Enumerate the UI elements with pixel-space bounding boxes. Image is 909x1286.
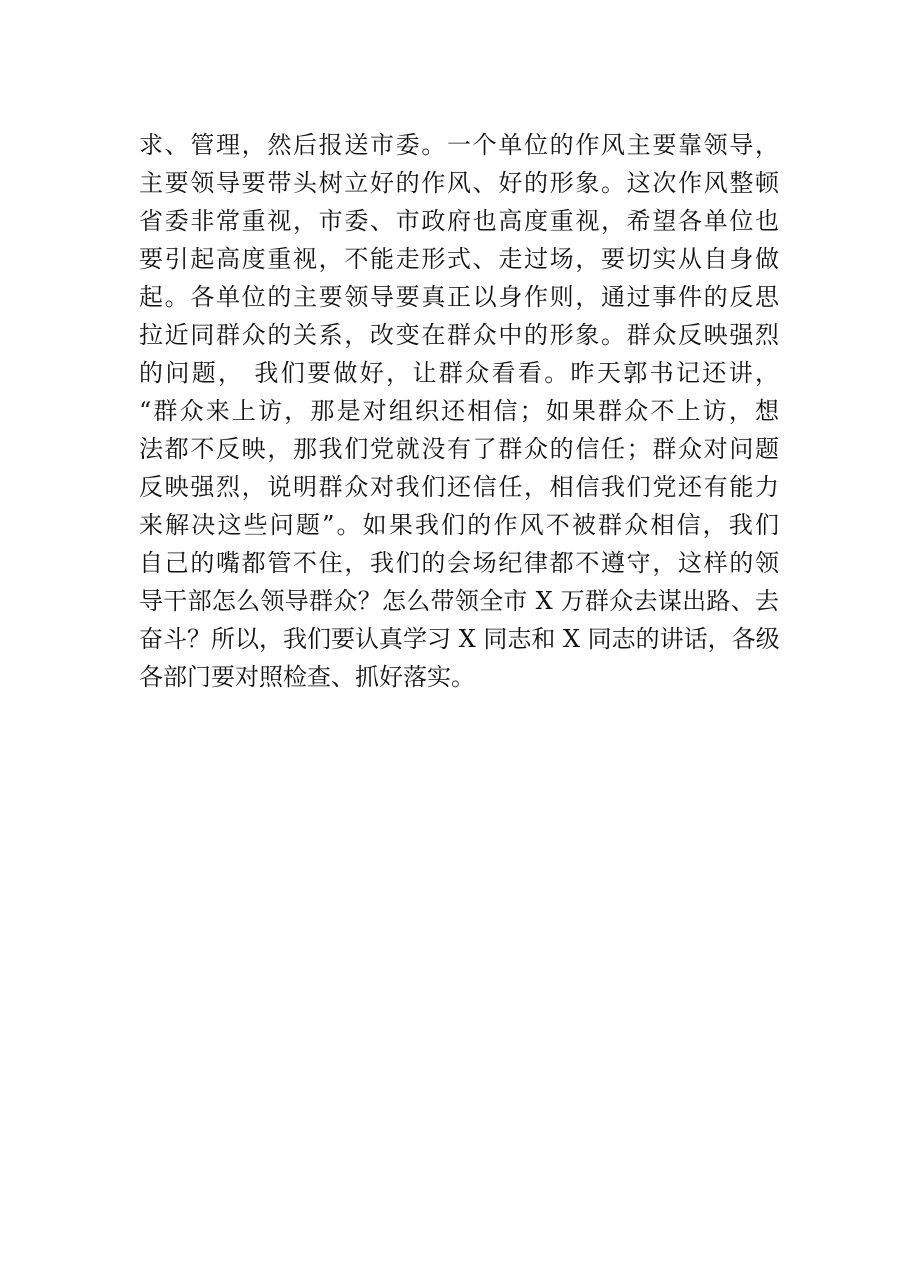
text-line: 的问题， 我们要做好，让群众看看。昨天郭书记还讲， — [139, 359, 779, 387]
text-line: “群众来上访，那是对组织还相信；如果群众不上访，想 — [139, 397, 779, 425]
text-line: 要引起高度重视，不能走形式、走过场，要切实从自身做 — [139, 245, 779, 273]
text-line: 主要领导要带头树立好的作风、好的形象。这次作风整顿 — [139, 169, 779, 197]
text-line: 法都不反映，那我们党就没有了群众的信任；群众对问题 — [139, 435, 779, 463]
body-paragraph — [139, 126, 779, 696]
text-line: 起。各单位的主要领导要真正以身作则，通过事件的反思 — [139, 283, 779, 311]
text-line: 拉近同群众的关系，改变在群众中的形象。群众反映强烈 — [139, 321, 779, 349]
text-line: 各部门要对照检查、抓好落实。 — [139, 663, 475, 691]
text-line: 导干部怎么领导群众？怎么带领全市 X 万群众去谋出路、去 — [139, 587, 779, 615]
text-line: 奋斗？所以，我们要认真学习 X 同志和 X 同志的讲话，各级 — [139, 625, 780, 653]
text-line: 来解决这些问题”。如果我们的作风不被群众相信，我们 — [139, 511, 779, 539]
text-line: 反映强烈，说明群众对我们还信任，相信我们党还有能力 — [139, 473, 779, 501]
text-line: 求、管理，然后报送市委。一个单位的作风主要靠领导， — [139, 131, 779, 159]
text-line: 省委非常重视，市委、市政府也高度重视，希望各单位也 — [139, 207, 779, 235]
text-line: 自己的嘴都管不住，我们的会场纪律都不遵守，这样的领 — [139, 549, 779, 577]
